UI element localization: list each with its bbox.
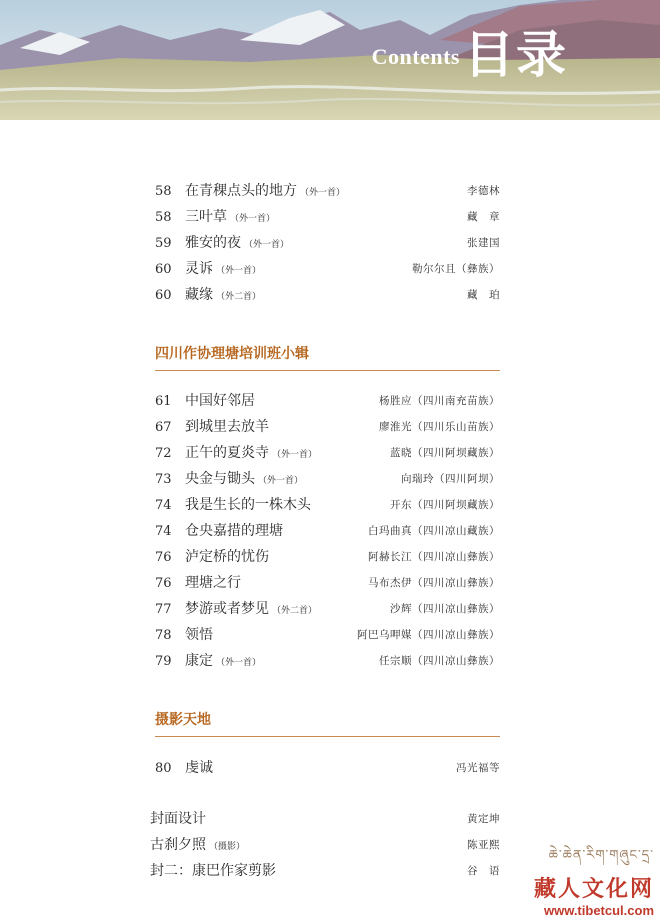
site-watermark <box>534 840 654 918</box>
section-header-training <box>155 342 500 371</box>
credit-author: 陈亚熙 <box>467 839 500 851</box>
toc-entry[interactable] <box>155 544 500 570</box>
page-number: 72 <box>155 446 172 461</box>
title-chinese: 目录 <box>464 26 568 84</box>
entry-author: 阿巴乌呷媒（四川凉山彝族） <box>357 629 500 641</box>
credit-note: （摄影） <box>209 842 246 852</box>
entry-title: 康定 <box>185 653 213 669</box>
banner-title <box>371 26 568 84</box>
toc-entry[interactable] <box>155 466 500 492</box>
entry-note: （外一首） <box>230 214 276 224</box>
entry-title: 梦游或者梦见 <box>185 601 269 617</box>
toc-entry[interactable] <box>155 622 500 648</box>
entry-title: 领悟 <box>185 627 213 643</box>
page-number: 60 <box>155 262 172 277</box>
page-number: 74 <box>155 498 172 513</box>
entry-author: 开东（四川阿坝藏族） <box>390 499 500 511</box>
entry-author: 阿赫长江（四川凉山彝族） <box>368 551 500 563</box>
watermark-url: www.tibetcul.com <box>543 903 654 918</box>
entry-title: 正午的夏炎寺 <box>185 445 269 461</box>
entry-note: （外二首） <box>272 606 318 616</box>
section-header-photography <box>155 708 500 737</box>
entry-note: （外一首） <box>258 476 304 486</box>
entry-author: 藏 章 <box>467 211 500 223</box>
header-banner <box>0 0 660 120</box>
entry-author: 李德林 <box>467 185 500 197</box>
entry-title: 灵诉 <box>185 261 213 277</box>
toc-group-2 <box>155 388 500 674</box>
entry-note: （外一首） <box>216 658 262 668</box>
entry-title: 在青稞点头的地方 <box>185 183 297 199</box>
toc-entry[interactable] <box>155 570 500 596</box>
toc-entry[interactable] <box>155 440 500 466</box>
page-number: 77 <box>155 602 172 617</box>
entry-author: 勒尔尔且（彝族） <box>412 263 500 275</box>
entry-note: （外二首） <box>216 292 262 302</box>
credit-title: 封面设计 <box>150 811 206 827</box>
section-title: 四川作协理塘培训班小辑 <box>155 346 309 362</box>
toc-entry[interactable] <box>155 414 500 440</box>
entry-title: 我是生长的一株木头 <box>185 497 311 513</box>
entry-note: （外一首） <box>300 188 346 198</box>
entry-title: 中国好邻居 <box>185 393 255 409</box>
page-number: 59 <box>155 236 172 251</box>
toc-entry[interactable] <box>155 282 500 308</box>
entry-author: 任宗顺（四川凉山彝族） <box>379 655 500 667</box>
toc-group-3 <box>155 755 500 781</box>
toc-entry[interactable] <box>155 648 500 674</box>
entry-author: 廖淮光（四川乐山苗族） <box>379 421 500 433</box>
page-number: 58 <box>155 184 172 199</box>
page-number: 80 <box>155 761 172 776</box>
entry-author: 沙辉（四川凉山彝族） <box>390 603 500 615</box>
page-number: 76 <box>155 576 172 591</box>
entry-title: 泸定桥的忧伤 <box>185 549 269 565</box>
title-english: Contents <box>371 44 460 69</box>
toc-entry[interactable] <box>155 518 500 544</box>
entry-title: 雅安的夜 <box>185 235 241 251</box>
section-title: 摄影天地 <box>155 712 211 728</box>
entry-note: （外一首） <box>244 240 290 250</box>
entry-author: 马布杰伊（四川凉山彝族） <box>368 577 500 589</box>
entry-title: 仓央嘉措的理塘 <box>185 523 283 539</box>
page-number: 79 <box>155 654 172 669</box>
entry-author: 向瑞玲（四川阿坝） <box>401 473 500 485</box>
toc-entry[interactable] <box>155 178 500 204</box>
entry-title: 三叶草 <box>185 209 227 225</box>
toc-entry[interactable] <box>155 230 500 256</box>
credit-author: 黄定坤 <box>467 813 500 825</box>
page-number: 74 <box>155 524 172 539</box>
entry-title: 藏缘 <box>185 287 213 303</box>
watermark-site-name: 藏人文化网 <box>533 877 654 902</box>
entry-author: 杨胜应（四川南充苗族） <box>379 395 500 407</box>
entry-author: 白玛曲真（四川凉山藏族） <box>368 525 500 537</box>
page-number: 67 <box>155 420 172 435</box>
page-number: 60 <box>155 288 172 303</box>
credit-title: 古刹夕照 <box>150 837 206 853</box>
section-divider <box>155 736 500 737</box>
entry-title: 虔诚 <box>185 760 213 776</box>
watermark-tibetan-script: ཆེ་ཆེན་རིག་གཞུང་དྲ་ <box>548 848 654 863</box>
credit-entry[interactable] <box>150 806 500 832</box>
toc-entry[interactable] <box>155 256 500 282</box>
toc-entry[interactable] <box>155 388 500 414</box>
credit-author: 谷 语 <box>467 865 500 877</box>
entry-note: （外一首） <box>216 266 262 276</box>
toc-entry[interactable] <box>155 755 500 781</box>
section-divider <box>155 370 500 371</box>
entry-author: 藏 珀 <box>467 289 500 301</box>
credits <box>150 806 500 884</box>
page-number: 61 <box>155 394 172 409</box>
entry-note: （外一首） <box>272 450 318 460</box>
entry-author: 蓝晓（四川阿坝藏族） <box>390 447 500 459</box>
entry-title: 理塘之行 <box>185 575 241 591</box>
page-number: 58 <box>155 210 172 225</box>
credit-title: 封二：康巴作家剪影 <box>150 863 276 879</box>
entry-author: 张建国 <box>467 237 500 249</box>
credit-entry[interactable] <box>150 858 500 884</box>
entry-title: 央金与锄头 <box>185 471 255 487</box>
page-number: 76 <box>155 550 172 565</box>
page-number: 73 <box>155 472 172 487</box>
toc-group-1 <box>155 178 500 308</box>
toc-entry[interactable] <box>155 596 500 622</box>
page-number: 78 <box>155 628 172 643</box>
entry-title: 到城里去放羊 <box>185 419 269 435</box>
entry-author: 冯光福等 <box>456 762 500 774</box>
toc-entry[interactable] <box>155 204 500 230</box>
toc-entry[interactable] <box>155 492 500 518</box>
credit-entry[interactable] <box>150 832 500 858</box>
